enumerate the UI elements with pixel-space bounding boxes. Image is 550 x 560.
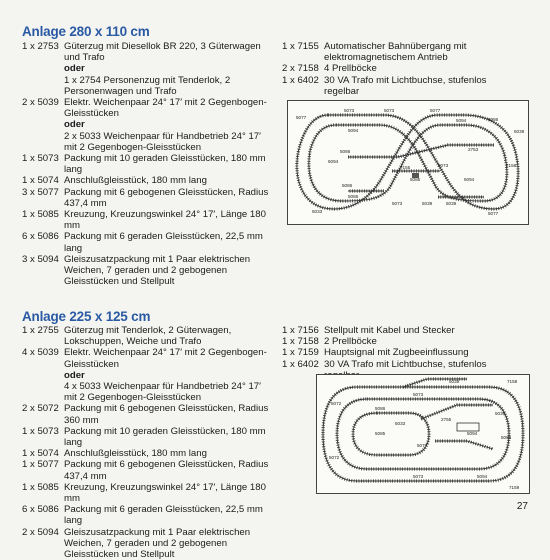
list-item [282, 75, 522, 97]
item-quantity: 1 x 5073 [22, 425, 59, 437]
item-description: Kreuzung, Kreuzungswinkel 24° 17′, Länge 180 mm [64, 209, 266, 232]
track-part-label: 5077 [296, 115, 307, 120]
track-part-label: 5094 [464, 177, 475, 182]
item-quantity: 1 x 5074 [22, 448, 59, 460]
track-part-label: 5077 [430, 108, 441, 113]
track-section [353, 413, 429, 455]
item-quantity: 2 x 5039 [22, 97, 59, 109]
track-part-label: 5094 [328, 159, 339, 164]
track-rail [309, 125, 507, 201]
engine-shed-icon [457, 423, 479, 431]
track-part-label: 5086 [348, 194, 359, 199]
item-description: Packung mit 6 gebogenen Gleisstücken, Radius 437,4 mm [64, 186, 269, 209]
track-part-label: 5086 [340, 149, 351, 154]
item-description: Automatischer Bahnübergang mit elektromagnetischem Antrieb [324, 41, 467, 64]
page-number: 27 [516, 501, 528, 512]
track-part-label: 5073 [413, 474, 424, 479]
item-quantity: 2 x 5072 [22, 403, 59, 415]
track-part-label: 5077 [488, 211, 499, 216]
list-item [22, 325, 272, 347]
track-part-label: 5086 [342, 183, 353, 188]
item-quantity: 1 x 7159 [282, 347, 319, 359]
track-part-label: 5086 [488, 117, 499, 122]
track-part-label: 5073 [344, 108, 355, 113]
item-description: Packung mit 6 geraden Gleisstücken, 22,5 mm lang [64, 231, 263, 254]
alternative-item: 2 x 5033 Weichenpaar für Handbetrieb 24° 17′ mit 2 Gegenbogen-Gleisstücken [64, 130, 261, 153]
item-quantity: 1 x 7156 [282, 325, 319, 336]
item-quantity: 1 x 2753 [22, 41, 59, 52]
list-item [22, 347, 272, 369]
item-description: Packung mit 10 geraden Gleisstücken, 180 mm lang [64, 153, 266, 176]
list-item [22, 97, 272, 119]
list-item [22, 527, 272, 560]
list-item [22, 41, 272, 63]
track-part-label: 5033 [312, 209, 323, 214]
track-section [421, 405, 493, 419]
item-quantity: 1 x 5074 [22, 175, 59, 187]
track-rail [421, 405, 493, 419]
alternative-item: 1 x 2754 Personenzug mit Tenderlok, 2 Personenwagen und Trafo [64, 74, 231, 97]
layout2-track-diagram [316, 374, 530, 494]
list-item [282, 347, 522, 358]
item-quantity: 1 x 6402 [282, 74, 319, 86]
item-description: Elektr. Weichenpaar 24° 17′ mit 2 Gegenbogen-Gleisstücken [64, 97, 267, 120]
list-item [22, 459, 272, 481]
track-part-label: 5073 [384, 108, 395, 113]
item-quantity: 1 x 5073 [22, 153, 59, 165]
track-part-label: 5094 [348, 128, 359, 133]
item-description: Kreuzung, Kreuzungswinkel 24° 17′, Länge 180 mm [64, 481, 266, 505]
track-part-label: 5033 [395, 421, 406, 426]
item-description: Packung mit 10 geraden Gleisstücken, 180 mm lang [64, 425, 266, 449]
track-part-label: 5085 [410, 177, 421, 182]
alternative-label: oder [64, 63, 85, 75]
track-part-label: 5094 [467, 431, 478, 436]
track-part-label: 7158 [506, 163, 517, 168]
item-description: 4 Prellböcke [324, 63, 377, 75]
alternative-label: oder [64, 119, 85, 131]
list-item [282, 336, 522, 347]
track-section [435, 441, 493, 449]
item-description: 30 VA Trafo mit Lichtbuchse, stufenlos [324, 358, 487, 370]
track-part-label: 5077 [417, 443, 428, 448]
track-rail [353, 413, 429, 455]
alternative-item: 4 x 5033 Weichenpaar für Handbetrieb 24° 17′ mit 2 Gegenbogen-Gleisstücken [64, 381, 261, 404]
layout2-title: Anlage 225 x 125 cm [22, 309, 151, 324]
item-description: Gleiszusatzpackung mit 1 Paar elektrischen Weichen, 7 geraden und 2 gebogenen Gleisstücken und Stellpult [64, 253, 251, 288]
item-quantity: 1 x 7155 [282, 41, 319, 52]
item-quantity: 2 x 5094 [22, 526, 59, 538]
track-part-label: 5086 [501, 435, 512, 440]
track-rail [337, 399, 509, 469]
list-item [22, 448, 272, 459]
item-description: Packung mit 6 gebogenen Gleisstücken, Radius 437,4 mm [64, 459, 269, 482]
track-part-label: 2755 [441, 417, 452, 422]
item-description: Güterzug mit Diesellok BR 220, 3 Güterwagen und Trafo [64, 41, 261, 64]
track-part-label: 5039 [449, 379, 460, 384]
item-description: Elektr. Weichenpaar 24° 17′ mit 2 Gegenbogen-Gleisstücken [64, 347, 267, 370]
item-quantity: 6 x 5086 [22, 231, 59, 243]
item-description: Güterzug mit Tenderlok, 2 Güterwagen, Lokschuppen, Weiche und Trafo [64, 325, 232, 348]
layout1-title: Anlage 280 x 110 cm [22, 24, 150, 39]
list-item [22, 426, 272, 448]
list-item [22, 175, 272, 186]
track-part-label: 5086 [375, 406, 386, 411]
list-item [22, 209, 272, 231]
item-quantity: 1 x 6402 [282, 358, 319, 370]
list-item [22, 187, 272, 209]
track-part-label: 5073 [413, 392, 424, 397]
item-quantity: 3 x 5094 [22, 253, 59, 265]
track-part-label: 7155 [400, 165, 411, 170]
item-quantity: 4 x 5039 [22, 347, 59, 359]
item-description: Hauptsignal mit Zugbeeinflussung [324, 347, 469, 359]
item-quantity: 1 x 2755 [22, 325, 59, 336]
track-part-label: 5039 [514, 129, 525, 134]
item-quantity: 2 x 7158 [282, 63, 319, 75]
track-part-label: 5039 [495, 411, 506, 416]
layout2-parts-list [22, 325, 272, 560]
item-quantity: 1 x 5085 [22, 481, 59, 493]
item-quantity: 1 x 7158 [282, 336, 319, 348]
item-description: 30 VA Trafo mit Lichtbuchse, stufenlos regelbar [324, 74, 487, 97]
track-part-label: 5039 [446, 201, 457, 206]
item-quantity: 1 x 5077 [22, 459, 59, 471]
list-item [282, 325, 522, 336]
item-description: Gleiszusatzpackung mit 1 Paar elektrischen Weichen, 7 geraden und 2 gebogenen Gleisstücken und Stellpult [64, 526, 251, 560]
item-description: Anschlußgleisstück, 180 mm lang [64, 175, 207, 187]
layout1-parts-list [22, 41, 272, 287]
list-item [22, 231, 272, 253]
list-item [282, 41, 522, 63]
track-part-label: 5072 [329, 455, 340, 460]
list-item [22, 254, 272, 288]
list-item [22, 482, 272, 504]
track-part-label: 2753 [468, 147, 479, 152]
layout1-accessories-list [282, 41, 522, 97]
track-part-label: 5039 [422, 201, 433, 206]
item-quantity: 6 x 5086 [22, 504, 59, 516]
track-part-label: 5073 [438, 163, 449, 168]
track-part-label: 5094 [456, 118, 467, 123]
list-item [282, 63, 522, 74]
track-part-label: 5073 [392, 201, 403, 206]
track-part-label: 5072 [331, 401, 342, 406]
track-section [309, 125, 507, 201]
item-description: Packung mit 6 geraden Gleisstücken, 22,5 mm lang [64, 504, 263, 527]
item-description: Anschlußgleisstück, 180 mm lang [64, 448, 207, 460]
layout2-accessories-list [282, 325, 522, 381]
layout1-track-diagram [287, 100, 529, 225]
item-description: Packung mit 6 gebogenen Gleisstücken, Radius 360 mm [64, 403, 269, 426]
track-part-label: 7159 [509, 485, 520, 490]
item-quantity: 1 x 5085 [22, 209, 59, 221]
track-part-label: 7158 [507, 379, 518, 384]
list-item [22, 504, 272, 526]
item-quantity: 3 x 5077 [22, 186, 59, 198]
list-item [22, 153, 272, 175]
alternative-label: oder [64, 369, 85, 381]
item-description: 2 Prellböcke [324, 336, 377, 348]
list-item [22, 403, 272, 425]
track-section [337, 399, 509, 469]
track-part-label: 5094 [477, 474, 488, 479]
item-description: Stellpult mit Kabel und Stecker [324, 325, 455, 336]
track-part-label: 5085 [375, 431, 386, 436]
